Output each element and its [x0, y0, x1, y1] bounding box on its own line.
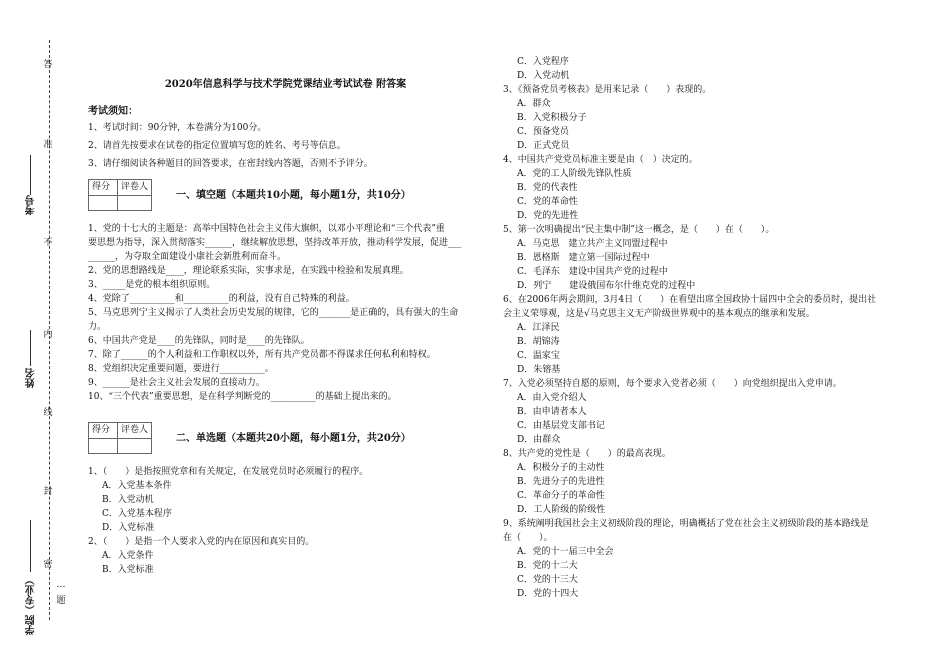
notice-item: 1、考试时间：90分钟，本卷满分为100分。: [88, 123, 267, 133]
exam-number-label: 考号: [26, 195, 37, 215]
option: A．入党条件: [102, 551, 154, 561]
page-title: 2020年信息科学与技术学院党课结业考试试卷 附答案: [164, 79, 407, 90]
blank-line: 7、除了______的个人利益和工作职权以外，所有共产党员都不得谋求任何私利和特权。: [88, 350, 436, 360]
fill-blank-questions: [88, 223, 483, 404]
score-cell[interactable]: [89, 196, 118, 211]
blank-line: 9、______是社会主义社会发展的直接动力。: [88, 378, 265, 388]
question-7: [503, 378, 898, 447]
college-major-label: 学院（专业）: [26, 575, 37, 635]
score-cell[interactable]: [89, 439, 118, 454]
section2-header: [88, 422, 483, 454]
blank-line: 4、党除了__________和__________的利益，没有自己特殊的利益。: [88, 294, 355, 304]
score-label: 得分: [89, 180, 118, 196]
option: C．党的革命性: [517, 197, 578, 207]
option: D．列宁 建设俄国布尔什维克党的过程中: [517, 281, 696, 291]
question-5: [503, 224, 898, 293]
blank-line: 6、中国共产党是____的先锋队，同时是____的先锋队。: [88, 336, 310, 346]
option: C．温家宝: [517, 351, 560, 361]
option: A．党的工人阶级先锋队性质: [517, 169, 632, 179]
seal-char-xian: 线: [43, 408, 53, 418]
blank-line: ______，为夺取全面建设小康社会新胜利而奋斗。: [88, 252, 287, 262]
option: A．群众: [517, 99, 551, 109]
option: B．先进分子的先进性: [517, 477, 605, 487]
section2-title: 二、单选题（本题共20小题，每小题1分，共20分）: [176, 432, 411, 444]
option: A．入党基本条件: [102, 481, 172, 491]
college-major-field[interactable]: [30, 520, 31, 572]
option: C．革命分子的革命性: [517, 491, 605, 501]
option: C．预备党员: [517, 127, 569, 137]
margin-char-ti: 题: [56, 596, 66, 606]
left-column: [88, 74, 483, 578]
question-text: 4、中国共产党党员标准主要是由（ ）决定的。: [503, 155, 698, 165]
option: D．工人阶级的阶级性: [517, 505, 606, 515]
question-text: 9、系统阐明我国社会主义初级阶段的理论，明确概括了党在社会主义初级阶段的基本路线是: [503, 519, 869, 529]
option: A．积极分子的主动性: [517, 463, 605, 473]
question-9: [503, 518, 898, 601]
grader-label: 评卷人: [118, 423, 152, 439]
question-8: [503, 448, 898, 517]
option: B．胡锦涛: [517, 337, 560, 347]
section1-header: [88, 179, 483, 211]
option: A．由入党介绍人: [517, 393, 587, 403]
blank-line: 10、“三个代表”重要思想，是在科学判断党的__________的基础上提出来的。: [88, 392, 397, 402]
score-box: [88, 179, 152, 211]
question-text: 7、入党必须坚持自愿的原则，每个要求入党者必须（ ）向党组织提出入党申请。: [503, 379, 842, 389]
question-4: [503, 154, 898, 223]
right-column: [503, 56, 898, 602]
option: B．恩格斯 建立第一国际过程中: [517, 253, 650, 263]
question-text: 8、共产党的党性是（ ）的最高表现。: [503, 449, 671, 459]
option: C．党的十三大: [517, 575, 578, 585]
option: A．江泽民: [517, 323, 560, 333]
blank-line: 1、党的十七大的主题是：高举中国特色社会主义伟大旗帜，以邓小平理论和“三个代表”重: [88, 224, 445, 234]
option: A．党的十一届三中全会: [517, 547, 614, 557]
option: C．入党基本程序: [102, 509, 172, 519]
margin-ellipsis: …: [56, 580, 66, 590]
option: D．党的十四大: [517, 589, 579, 599]
option: D．党的先进性: [517, 211, 579, 221]
option: D．朱镕基: [517, 365, 561, 375]
option: D．正式党员: [517, 141, 570, 151]
name-field[interactable]: [30, 330, 31, 366]
question-text: 在（ ）。: [503, 533, 553, 543]
seal-char-feng: 封: [43, 487, 53, 497]
option: B．党的十二大: [517, 561, 578, 571]
seal-char-nei: 内: [43, 330, 53, 340]
seal-char-mi: 密: [43, 560, 53, 570]
grader-label: 评卷人: [118, 180, 152, 196]
option: D．入党标准: [102, 523, 155, 533]
blank-line: 3、_____是党的根本组织原则。: [88, 280, 216, 290]
option: C．入党程序: [517, 57, 569, 67]
name-label: 姓名: [26, 368, 37, 388]
notice-heading: 考试须知：: [88, 106, 138, 117]
option: D．由群众: [517, 435, 561, 445]
section1-title: 一、填空题（本题共10小题，每小题1分，共10分）: [176, 189, 411, 201]
option: C．由基层党支部书记: [517, 421, 605, 431]
margin-char-top: 答: [43, 60, 53, 70]
binding-margin: [0, 0, 70, 671]
option: B．入党积极分子: [517, 113, 587, 123]
option: B．党的代表性: [517, 183, 578, 193]
seal-char-bu: 不: [43, 238, 53, 248]
option: D．入党动机: [517, 71, 570, 81]
score-box: [88, 422, 152, 454]
exam-number-field[interactable]: [30, 155, 31, 195]
grader-cell[interactable]: [118, 196, 152, 211]
question-text: 5、第一次明确提出“民主集中制”这一概念，是（ ）在（ ）。: [503, 225, 775, 235]
option: C．毛泽东 建设中国共产党的过程中: [517, 267, 668, 277]
blank-line: 2、党的思想路线是____，理论联系实际，实事求是，在实践中检验和发展真理。: [88, 266, 409, 276]
blank-line: 要思想为指导，深入贯彻落实______，继续解放思想，坚持改革开放，推动科学发展，促进___: [88, 238, 462, 248]
question-text: 6、在2006年两会期间，3月4日（ ）在看望出席全国政协十届四中全会的委员时，提出社: [503, 295, 877, 305]
question-3: [503, 84, 898, 153]
question-text: 会主义荣辱观，这是√马克思主义无产阶级世界观中的基本观点的继承和发展。: [503, 309, 815, 319]
single-choice-left: [88, 466, 483, 577]
option: B．入党动机: [102, 495, 154, 505]
grader-cell[interactable]: [118, 439, 152, 454]
question-text: 3、《预备党员考核表》是用来记录（ ）表现的。: [503, 85, 712, 95]
notice-item: 3、请仔细阅读各种题目的回答要求，在密封线内答题，否则不予评分。: [88, 159, 373, 169]
option: A．马克思 建立共产主义同盟过程中: [517, 239, 668, 249]
option: B．由申请者本人: [517, 407, 587, 417]
question-text: 1、（ ）是指按照党章和有关规定，在发展党员时必须履行的程序。: [88, 467, 369, 477]
blank-line: 5、马克思列宁主义揭示了人类社会历史发展的规律，它的_______是正确的，具有强大的生命: [88, 308, 459, 318]
option: B．入党标准: [102, 565, 154, 575]
blank-line: 8、党组织决定重要问题，要进行__________。: [88, 364, 274, 374]
seal-char-zhun: 准: [43, 140, 53, 150]
question-text: 2、（ ）是指一个人要求入党的内在原因和真实目的。: [88, 537, 315, 547]
blank-line: 力。: [88, 322, 107, 332]
question-6: [503, 294, 898, 377]
notice-item: 2、请首先按要求在试卷的指定位置填写您的姓名、考号等信息。: [88, 141, 346, 151]
score-label: 得分: [89, 423, 118, 439]
